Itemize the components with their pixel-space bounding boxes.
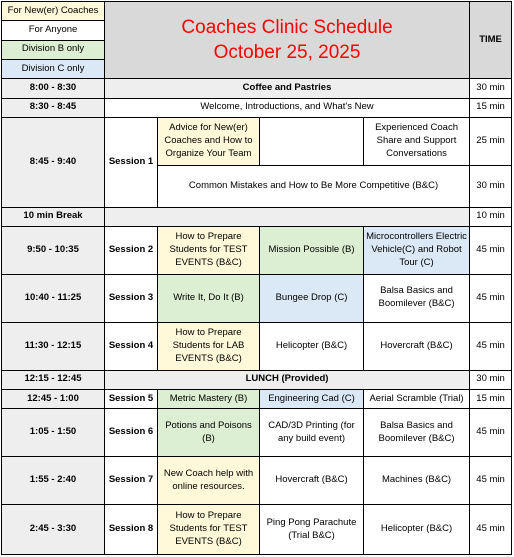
row-session-5: [2, 389, 512, 408]
time-cell: 11:30 - 12:15: [2, 322, 105, 370]
session-label: Session 2: [105, 227, 158, 275]
duration-cell: 45 min: [470, 457, 512, 505]
session-label: Session 6: [105, 409, 158, 457]
activity-cell: Advice for New(er) Coaches and How to Organize Your Team: [158, 118, 260, 166]
time-cell: 9:50 - 10:35: [2, 227, 105, 275]
duration-cell: 45 min: [470, 322, 512, 370]
legend-division-b: Division B only: [2, 40, 105, 59]
duration-cell: 10 min: [470, 207, 512, 226]
activity-cell: Hovercraft (B&C): [364, 322, 470, 370]
duration-cell: 15 min: [470, 389, 512, 408]
row-lunch: [2, 370, 512, 389]
row-session-1: [2, 118, 512, 166]
row-session-4: [2, 322, 512, 370]
legend-new-coaches: For New(er) Coaches: [2, 2, 105, 21]
activity-cell: Welcome, Introductions, and What's New: [105, 98, 470, 117]
row-session-6: [2, 409, 512, 457]
row-session-3: [2, 274, 512, 322]
activity-cell: Balsa Basics and Boomilever (B&C): [364, 274, 470, 322]
activity-cell: Ping Pong Parachute (Trial B&C): [260, 505, 364, 555]
activity-cell: Machines (B&C): [364, 457, 470, 505]
row-break: [2, 207, 512, 226]
activity-cell: Metric Mastery (B): [158, 389, 260, 408]
activity-cell: Experienced Coach Share and Support Conversations: [364, 118, 470, 166]
row-coffee: [2, 79, 512, 98]
activity-cell: Potions and Poisons (B): [158, 409, 260, 457]
activity-cell: How to Prepare Students for LAB EVENTS (B&C): [158, 322, 260, 370]
time-cell: 10 min Break: [2, 207, 105, 226]
row-session-7: [2, 457, 512, 505]
time-cell: 1:05 - 1:50: [2, 409, 105, 457]
activity-cell: Helicopter (B&C): [364, 505, 470, 555]
session-label: Session 3: [105, 274, 158, 322]
session-label: Session 4: [105, 322, 158, 370]
activity-cell: Balsa Basics and Boomilever (B&C): [364, 409, 470, 457]
activity-cell: How to Prepare Students for TEST EVENTS (B&C): [158, 227, 260, 275]
activity-cell: Aerial Scramble (Trial): [364, 389, 470, 408]
activity-cell: LUNCH (Provided): [105, 370, 470, 389]
legend-anyone: For Anyone: [2, 21, 105, 40]
activity-cell: Write It, Do It (B): [158, 274, 260, 322]
schedule-table: [1, 1, 512, 555]
activity-cell: CAD/3D Printing (for any build event): [260, 409, 364, 457]
time-cell: 1:55 - 2:40: [2, 457, 105, 505]
duration-cell: 30 min: [470, 370, 512, 389]
duration-cell: 45 min: [470, 409, 512, 457]
time-cell: 8:30 - 8:45: [2, 98, 105, 117]
row-welcome: [2, 98, 512, 117]
activity-cell: How to Prepare Students for TEST EVENTS (B&C): [158, 505, 260, 555]
activity-cell: New Coach help with online resources.: [158, 457, 260, 505]
time-cell: 12:15 - 12:45: [2, 370, 105, 389]
duration-cell: 45 min: [470, 505, 512, 555]
activity-cell: Helicopter (B&C): [260, 322, 364, 370]
duration-cell: 30 min: [470, 165, 512, 207]
duration-cell: 45 min: [470, 227, 512, 275]
session-label: Session 8: [105, 505, 158, 555]
break-cell: [105, 207, 470, 226]
time-cell: 12:45 - 1:00: [2, 389, 105, 408]
activity-cell: Mission Possible (B): [260, 227, 364, 275]
title-line1: Coaches Clinic Schedule: [181, 16, 393, 38]
activity-cell: Microcontrollers Electric Vehicle(C) and Robot Tour (C): [364, 227, 470, 275]
session-label: Session 5: [105, 389, 158, 408]
activity-cell: Bungee Drop (C): [260, 274, 364, 322]
duration-cell: 30 min: [470, 79, 512, 98]
time-cell: 10:40 - 11:25: [2, 274, 105, 322]
time-cell: 2:45 - 3:30: [2, 505, 105, 555]
duration-cell: 45 min: [470, 274, 512, 322]
time-cell: 8:00 - 8:30: [2, 79, 105, 98]
session-label: Session 7: [105, 457, 158, 505]
duration-cell: 15 min: [470, 98, 512, 117]
row-session-8: [2, 505, 512, 555]
empty-cell: [260, 118, 364, 166]
session-label: Session 1: [105, 118, 158, 208]
activity-cell: Coffee and Pastries: [105, 79, 470, 98]
activity-cell: Engineering Cad (C): [260, 389, 364, 408]
title-line2: October 25, 2025: [213, 42, 361, 64]
time-cell: 8:45 - 9:40: [2, 118, 105, 208]
duration-cell: 25 min: [470, 118, 512, 166]
legend-division-c: Division C only: [2, 60, 105, 79]
activity-cell: Hovercraft (B&C): [260, 457, 364, 505]
row-session-2: [2, 227, 512, 275]
activity-cell: Common Mistakes and How to Be More Competitive (B&C): [158, 165, 470, 207]
time-header: TIME: [470, 2, 512, 79]
page-title: [105, 2, 470, 79]
